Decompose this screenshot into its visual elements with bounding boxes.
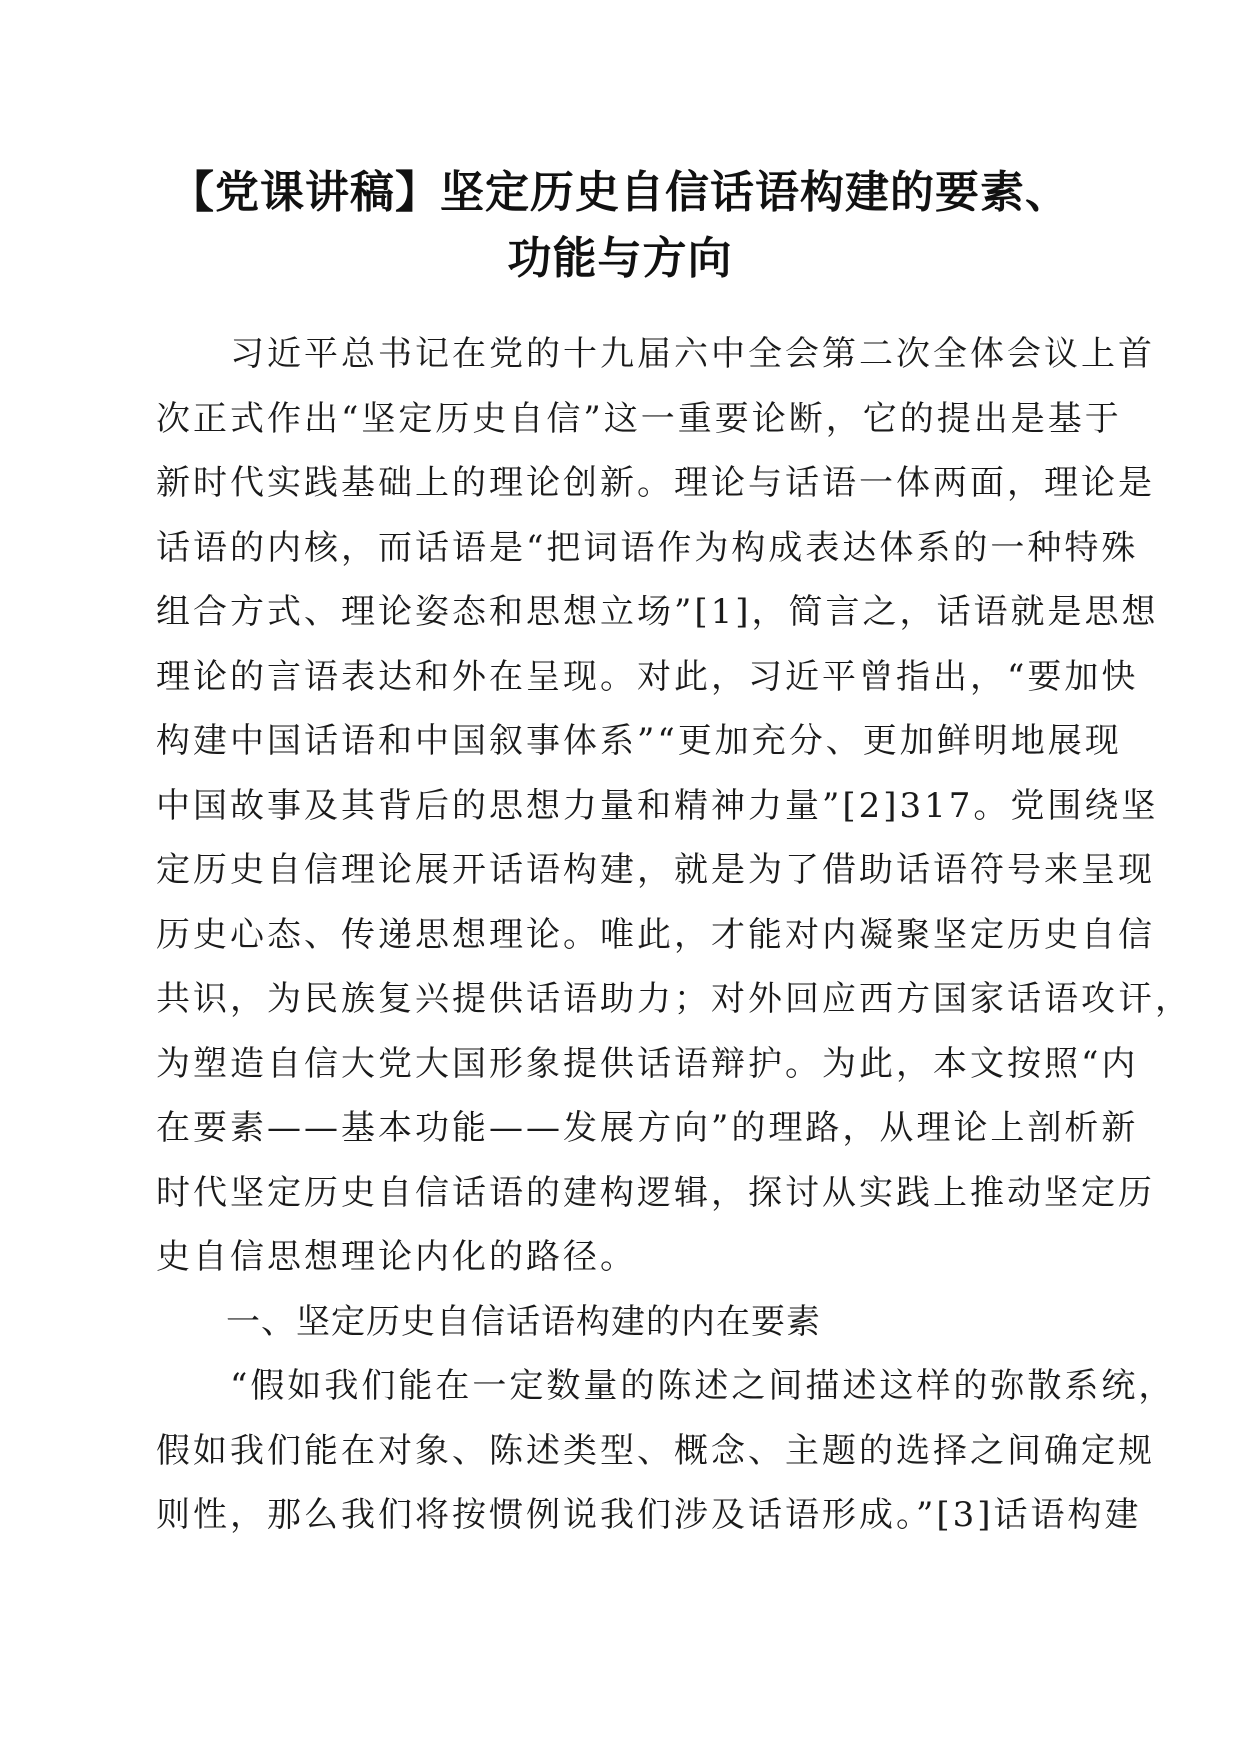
section-heading: 一、坚定历史自信话语构建的内在要素 (156, 1301, 821, 1342)
paragraph-intro (156, 322, 1192, 1290)
text-line: 构建中国话语和中国叙事体系”“更加充分、更加鲜明地展现 (156, 721, 1122, 761)
text-line: 话语的内核，而话语是“把词语作为构成表达体系的一种特殊 (156, 527, 1139, 568)
paragraph-section1 (156, 1354, 1176, 1548)
text-line: 史自信思想理论内化的路径。 (156, 1237, 637, 1277)
text-line: 组合方式、理论姿态和思想立场”[1]，简言之，话语就是思想 (156, 592, 1159, 632)
text-line: 为塑造自信大党大国形象提供话语辩护。为此，本文按照“内 (156, 1043, 1139, 1084)
text-line: 理论的言语表达和外在呈现。对此，习近平曾指出，“要加快 (156, 656, 1139, 697)
title-line: 功能与方向 (507, 233, 733, 284)
text-line: 历史心态、传递思想理论。唯此，才能对内凝聚坚定历史自信 (156, 914, 1155, 955)
title-line: 【党课讲稿】坚定历史自信话语构建的要素、 (170, 167, 1070, 218)
text-line: 共识，为民族复兴提供话语助力；对外回应西方国家话语攻讦， (156, 979, 1192, 1019)
text-line: 中国故事及其背后的思想力量和精神力量”[2]317。党围绕坚 (156, 785, 1159, 826)
text-line: 定历史自信理论展开话语构建，就是为了借助话语符号来呈现 (156, 850, 1155, 890)
text-line: 时代坚定历史自信话语的建构逻辑，探讨从实践上推动坚定历 (156, 1172, 1155, 1213)
document-title (150, 160, 1090, 292)
text-line: 则性，那么我们将按惯例说我们涉及话语形成。”[3]话语构建 (156, 1495, 1142, 1535)
text-line: “假如我们能在一定数量的陈述之间描述这样的弥散系统， (156, 1366, 1176, 1406)
text-line: 习近平总书记在党的十九届六中全会第二次全体会议上首 (156, 334, 1155, 374)
text-line: 新时代实践基础上的理论创新。理论与话语一体两面，理论是 (156, 463, 1155, 503)
text-line: 假如我们能在对象、陈述类型、概念、主题的选择之间确定规 (156, 1430, 1155, 1471)
document-body (156, 322, 1192, 1548)
text-line: 次正式作出“坚定历史自信”这一重要论断，它的提出是基于 (156, 398, 1122, 439)
text-line: 在要素——基本功能——发展方向”的理路，从理论上剖析新 (156, 1108, 1139, 1148)
